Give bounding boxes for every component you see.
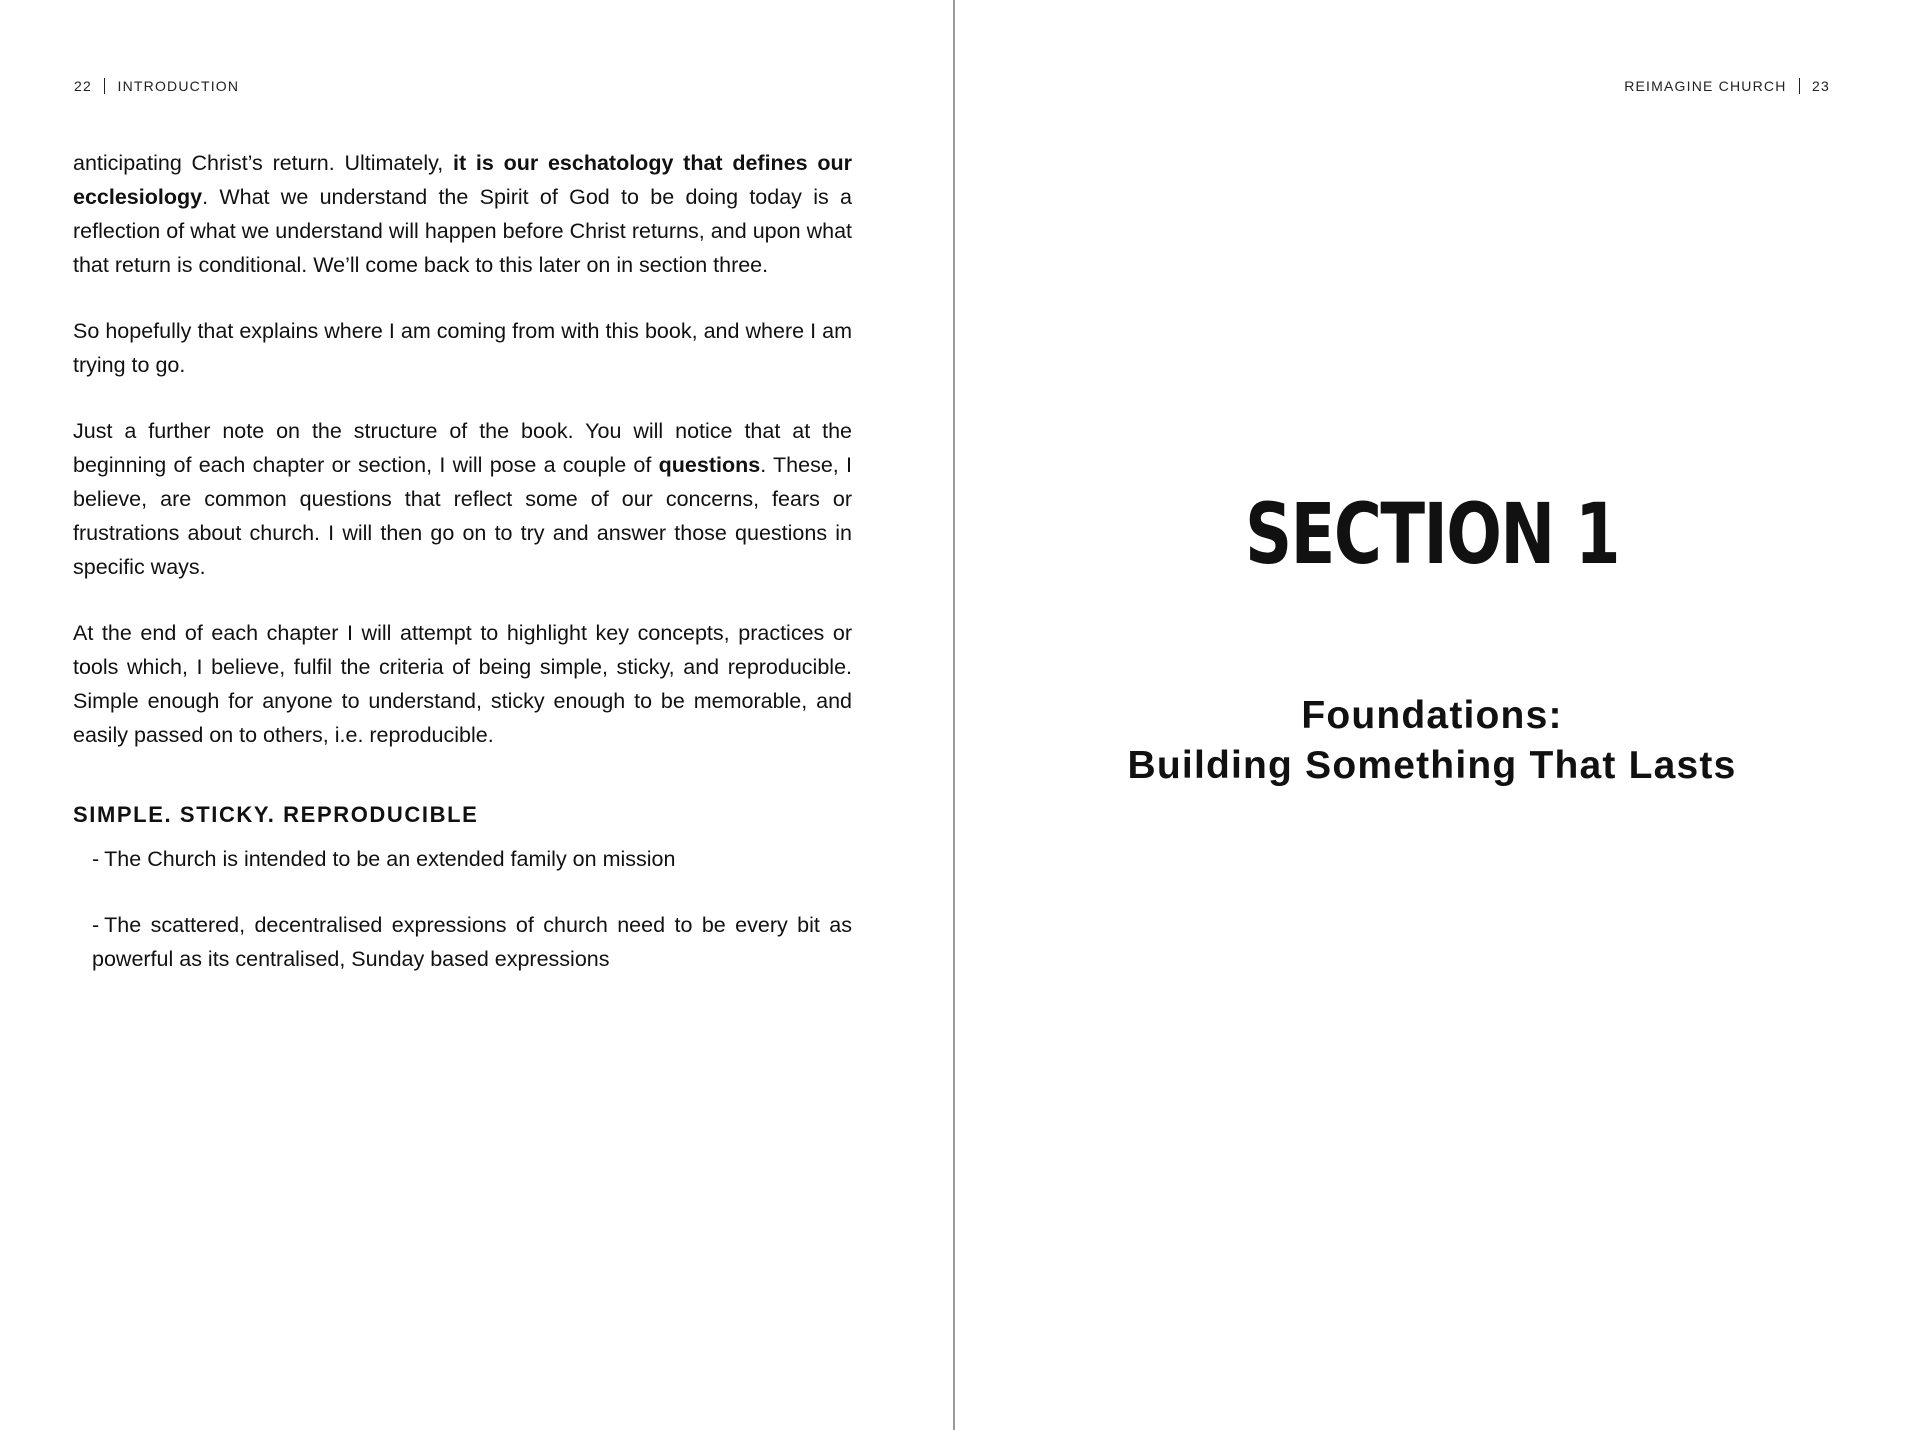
right-page xyxy=(956,0,1908,1430)
key-concepts-list xyxy=(73,842,852,976)
left-running-head xyxy=(74,78,239,94)
paragraph xyxy=(73,616,852,752)
paragraph xyxy=(73,414,852,584)
subheading: SIMPLE. STICKY. REPRODUCIBLE xyxy=(73,802,479,827)
page-gutter-divider xyxy=(953,0,955,1430)
left-running-head-section: INTRODUCTION xyxy=(117,78,240,94)
section-subtitle xyxy=(956,691,1908,791)
right-running-head xyxy=(1624,78,1830,94)
left-body-text xyxy=(73,146,852,1008)
list-item xyxy=(92,842,852,876)
paragraph xyxy=(73,314,852,382)
paragraph-bold-text: questions xyxy=(658,453,761,477)
left-page-number: 22 xyxy=(74,78,92,94)
paragraph-text: anticipating Christ’s return. Ultimately, xyxy=(73,151,453,175)
left-page xyxy=(0,0,953,1430)
paragraph-text: Just a further note on the structure of the book. You will notice that at the beginning of each chapter or section, I will pose a couple of xyxy=(73,419,852,477)
paragraph-text: At the end of each chapter I will attempt to highlight key concepts, practices or tools which, I believe, fulfil the criteria of being simple, sticky, and reproducible. Simple enough for anyone to understand, sticky enough to be memorable, and easily passed on to others, i.e. reproducible. xyxy=(73,621,852,747)
section-subtitle-line: Building Something That Lasts xyxy=(1127,744,1737,787)
paragraph-text: So hopefully that explains where I am coming from with this book, and where I am trying to go. xyxy=(73,319,852,377)
paragraph-bold-text: it is our eschatology that defines our ecclesiology xyxy=(73,151,852,209)
paragraph-text: . These, I believe, are common questions that reflect some of our concerns, fears or frustrations about church. I will then go on to try and answer those questions in specific ways. xyxy=(73,453,853,579)
paragraph-text: . What we understand the Spirit of God to be doing today is a reflection of what we understand will happen before Christ returns, and upon what that return is conditional. We’ll come back to this later on in section three. xyxy=(73,185,852,277)
list-item-text: The scattered, decentralised expressions of church need to be every bit as powerful as its centralised, Sunday based expressions xyxy=(92,913,852,971)
paragraph xyxy=(73,146,852,282)
bullet-dash: - xyxy=(92,847,100,871)
section-title: SECTION 1 xyxy=(1244,485,1619,583)
right-page-number: 23 xyxy=(1812,78,1830,94)
right-running-head-title: REIMAGINE CHURCH xyxy=(1624,78,1787,94)
bullet-dash: - xyxy=(92,913,100,937)
section-subtitle-line: Foundations: xyxy=(1301,694,1563,737)
running-head-divider xyxy=(104,78,106,94)
list-item xyxy=(92,908,852,976)
running-head-divider xyxy=(1799,78,1801,94)
list-item-text: The Church is intended to be an extended family on mission xyxy=(104,847,676,871)
